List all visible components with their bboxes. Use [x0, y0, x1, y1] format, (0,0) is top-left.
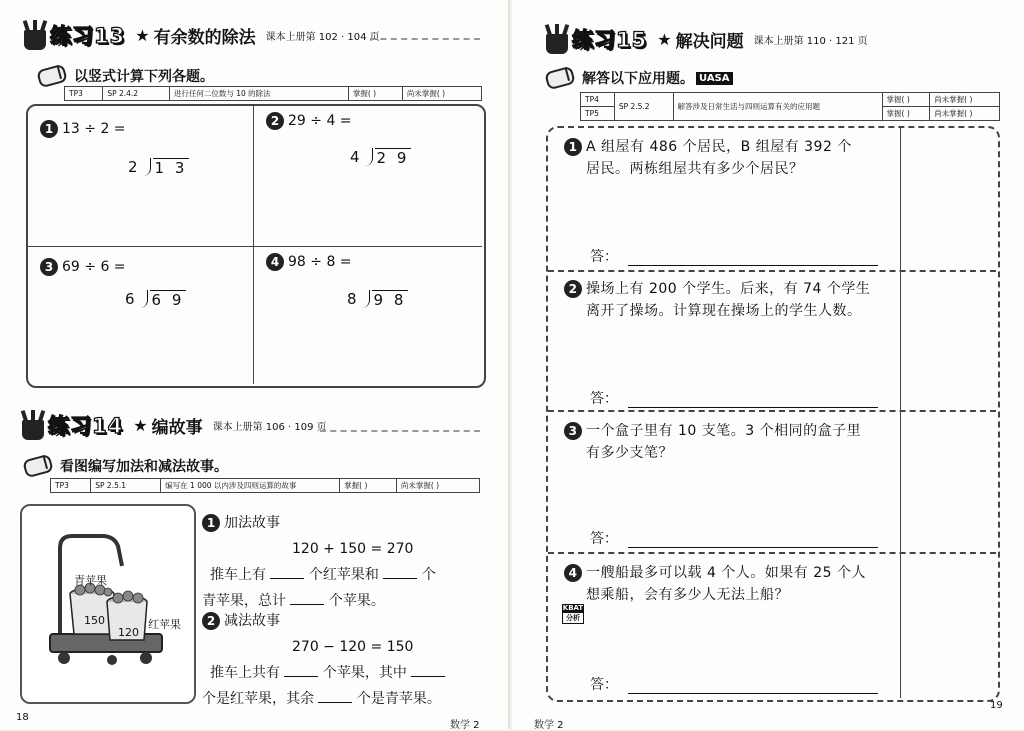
kbat-label: KBAT — [562, 604, 584, 612]
exercise-14-topic: 编故事 — [151, 417, 203, 438]
question-text: 操场上有 200 个学生。后来，有 74 个学生 — [586, 281, 871, 297]
story-text: 青苹果，总计 — [202, 593, 286, 609]
long-division-3[interactable] — [125, 290, 186, 309]
pencil-cup-icon — [544, 24, 570, 54]
question-3 — [564, 420, 904, 464]
question-text: 想乘船，会有多少人无法上船？ — [586, 587, 789, 603]
exercise-13-topic: 有余数的除法 — [153, 27, 256, 48]
exercise-13-label: 练习13 — [50, 24, 126, 48]
story-equation: 270 − 120 = 150 — [292, 639, 414, 655]
instruction-text: 以竖式计算下列各题。 — [74, 69, 214, 85]
answer-line-2[interactable] — [590, 388, 878, 408]
exercise-13-badge — [22, 16, 380, 54]
answer-line-3[interactable] — [590, 528, 878, 548]
word-problems-box — [546, 126, 1000, 702]
tp-cell: TP3 — [51, 479, 91, 493]
divisor: 6 — [125, 290, 135, 308]
kbat-badge — [562, 604, 584, 624]
red-apple-label: 红苹果 — [148, 618, 181, 631]
addition-story — [202, 510, 492, 614]
problem-number-badge: 1 — [40, 120, 58, 138]
answer-line-1[interactable] — [590, 246, 878, 266]
green-apple-label: 青苹果 — [74, 574, 107, 587]
not-mastered-checkbox[interactable]: 尚未掌握( ) — [930, 93, 1000, 107]
exercise-14-standard-table — [50, 478, 480, 493]
sp-cell: SP 2.4.2 — [103, 87, 170, 101]
mastered-checkbox[interactable]: 掌握( ) — [882, 93, 930, 107]
answer-blank[interactable] — [383, 564, 417, 579]
problem-expression: 29 ÷ 4 = — [288, 113, 352, 129]
problem-divider — [548, 270, 996, 272]
page-number-right: 19 — [990, 700, 1003, 711]
exercise-15-textbook-ref: 课本上册第 110 · 121 页 — [753, 35, 868, 47]
not-mastered-checkbox[interactable]: 尚未掌握( ) — [930, 107, 1000, 121]
question-text: 有多少支笔？ — [586, 445, 673, 461]
exercise-14-textbook-ref: 课本上册第 106 · 109 页 — [212, 421, 327, 433]
mastered-checkbox[interactable]: 掌握( ) — [340, 479, 397, 493]
exercise-15-header — [544, 20, 1004, 60]
sp-cell: SP 2.5.2 — [614, 93, 673, 121]
dividend: 1 3 — [154, 159, 188, 177]
long-division-1[interactable] — [128, 158, 189, 177]
story-title: 减法故事 — [224, 613, 280, 629]
answer-blank[interactable] — [270, 564, 304, 579]
exercise-15-label: 练习15 — [572, 28, 648, 52]
answer-label: 答： — [590, 249, 618, 265]
question-text: 居民。两栋组屋共有多少个居民？ — [586, 161, 804, 177]
exercise-15-instruction — [546, 68, 733, 88]
problem-number-badge: 3 — [40, 258, 58, 276]
question-number-badge: 2 — [564, 280, 582, 298]
desc-cell: 解答涉及日常生活与四则运算有关的应用题 — [673, 93, 882, 121]
exercise-14-label: 练习14 — [48, 414, 124, 438]
story-equation: 120 + 150 = 270 — [292, 541, 414, 557]
problem-expression: 98 ÷ 8 = — [288, 254, 352, 270]
story-text: 个苹果，其中 — [322, 665, 407, 681]
question-text: A 组屋有 486 个居民，B 组屋有 392 个 — [586, 139, 852, 155]
pencil-cup-icon — [20, 410, 46, 440]
tp-cell: TP5 — [581, 107, 615, 121]
star-icon: ★ — [657, 29, 672, 49]
problem-4 — [266, 253, 352, 271]
kbat-sub-label: 分析 — [562, 612, 584, 624]
header-dashes — [370, 38, 480, 40]
story-title: 加法故事 — [224, 515, 280, 531]
not-mastered-checkbox[interactable]: 尚未掌握( ) — [402, 87, 481, 101]
sp-cell: SP 2.5.1 — [91, 479, 161, 493]
story-text: 个 — [421, 567, 436, 583]
long-division-2[interactable] — [350, 148, 411, 167]
page-number-left: 18 — [16, 712, 29, 723]
question-number-badge: 4 — [564, 564, 582, 582]
story-number-badge: 2 — [202, 612, 220, 630]
question-number-badge: 3 — [564, 422, 582, 440]
answer-blank[interactable] — [290, 590, 324, 605]
star-icon: ★ — [135, 25, 150, 45]
star-icon: ★ — [133, 415, 148, 435]
left-page — [0, 0, 510, 729]
tp-cell: TP3 — [65, 87, 103, 101]
exercise-15-topic: 解决问题 — [675, 31, 744, 52]
tp-cell: TP4 — [581, 93, 615, 107]
red-apple-count: 120 — [118, 626, 139, 639]
dividend: 2 9 — [376, 149, 410, 167]
story-text: 推车上共有 — [210, 665, 280, 681]
grid-divider-horizontal — [28, 246, 482, 247]
answer-label: 答： — [590, 677, 618, 693]
question-text: 离开了操场。计算现在操场上的学生人数。 — [586, 303, 862, 319]
eraser-icon — [544, 66, 576, 91]
story-text: 个是青苹果。 — [356, 691, 441, 707]
exercise-13-textbook-ref: 课本上册第 102 · 104 页 — [265, 31, 380, 43]
cart-illustration — [20, 504, 196, 704]
header-dashes — [320, 430, 480, 432]
exercise-14-instruction — [24, 456, 228, 476]
exercise-13-header — [22, 16, 482, 56]
divisor: 4 — [350, 148, 360, 166]
question-number-badge: 1 — [564, 138, 582, 156]
answer-blank[interactable] — [318, 688, 352, 703]
footer-subject-right: 数学 2 — [534, 720, 564, 731]
pencil-cup-icon — [22, 20, 48, 50]
story-text: 个是红苹果，其余 — [202, 691, 314, 707]
dividend: 6 9 — [151, 291, 185, 309]
story-number-badge: 1 — [202, 514, 220, 532]
answer-label: 答： — [590, 531, 618, 547]
problem-2 — [266, 112, 352, 130]
answer-blank[interactable] — [411, 662, 445, 677]
divisor: 8 — [347, 290, 357, 308]
story-text: 推车上有 — [210, 567, 266, 583]
divisor: 2 — [128, 158, 138, 176]
green-apple-count: 150 — [84, 614, 105, 627]
eraser-icon — [22, 454, 54, 479]
mastered-checkbox[interactable]: 掌握( ) — [882, 107, 930, 121]
mastered-checkbox[interactable]: 掌握( ) — [348, 87, 402, 101]
exercise-15-standard-table — [580, 92, 1000, 121]
story-text: 个苹果。 — [328, 593, 385, 609]
desc-cell: 进行任何二位数与 10 的除法 — [169, 87, 348, 101]
exercise-13-instruction — [38, 66, 214, 86]
instruction-text: 解答以下应用题。 — [582, 71, 694, 87]
dividend: 9 8 — [373, 291, 407, 309]
problem-divider — [548, 552, 996, 554]
problem-3 — [40, 258, 126, 276]
uasa-tag: UASA — [696, 72, 733, 85]
subtraction-story — [202, 608, 492, 712]
question-1 — [564, 136, 904, 180]
question-text: 一艘船最多可以载 4 个人。如果有 25 个人 — [586, 565, 867, 581]
problem-divider — [548, 410, 996, 412]
answer-line-4[interactable] — [590, 674, 878, 694]
problem-expression: 69 ÷ 6 = — [62, 259, 126, 275]
instruction-text: 看图编写加法和减法故事。 — [60, 459, 228, 475]
problem-number-badge: 2 — [266, 112, 284, 130]
problem-1 — [40, 120, 126, 138]
eraser-icon — [36, 64, 68, 89]
story-text: 个红苹果和 — [308, 567, 379, 583]
right-page — [512, 0, 1024, 729]
question-2 — [564, 278, 904, 322]
exercise-14-header — [20, 406, 480, 446]
exercise-15-badge — [544, 20, 868, 58]
not-mastered-checkbox[interactable]: 尚未掌握( ) — [396, 479, 479, 493]
desc-cell: 编写在 1 000 以内涉及四则运算的故事 — [161, 479, 340, 493]
apple-cart-image — [22, 506, 194, 702]
answer-label: 答： — [590, 391, 618, 407]
long-division-4[interactable] — [347, 290, 408, 309]
problem-number-badge: 4 — [266, 253, 284, 271]
answer-blank[interactable] — [284, 662, 318, 677]
question-4 — [564, 562, 904, 606]
footer-subject-left: 数学 2 — [450, 720, 480, 731]
problem-expression: 13 ÷ 2 = — [62, 121, 126, 137]
exercise-13-standard-table — [64, 86, 482, 101]
question-text: 一个盒子里有 10 支笔。3 个相同的盒子里 — [586, 423, 862, 439]
grid-divider-vertical — [253, 106, 254, 384]
working-column-divider — [900, 128, 901, 698]
exercise-14-badge — [20, 406, 327, 444]
